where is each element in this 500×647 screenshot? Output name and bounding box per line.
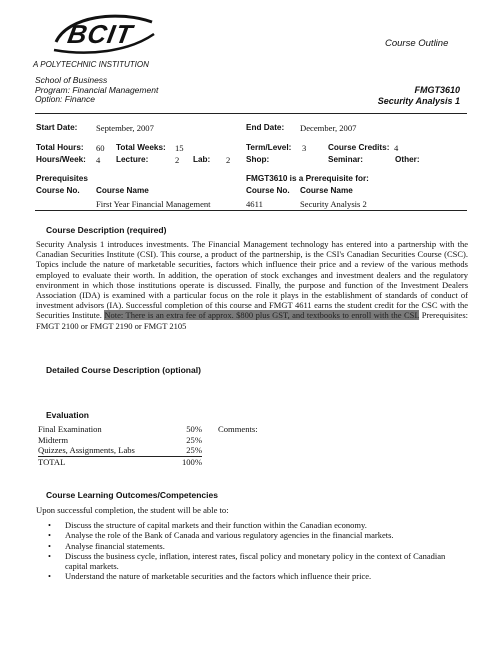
- credits-label: Course Credits:: [328, 143, 390, 152]
- prereq-course-name-header: Course Name: [96, 186, 149, 195]
- prereq-for-course-name-header: Course Name: [300, 186, 353, 195]
- start-date-value: September, 2007: [96, 123, 154, 133]
- eval-weight: 25%: [186, 434, 202, 445]
- table-row: [38, 445, 202, 456]
- term-label: Term/Level:: [246, 143, 292, 152]
- description-fee-note: Note: There is an extra fee of approx. $800 plus GST, and textbooks to enroll with the CSI.: [104, 310, 420, 321]
- other-label: Other:: [395, 155, 420, 164]
- list-item: [40, 551, 460, 572]
- eval-weight: 25%: [156, 445, 202, 456]
- shop-label: Shop:: [246, 155, 270, 164]
- outcomes-heading: Course Learning Outcomes/Competencies: [46, 490, 218, 500]
- course-title: Security Analysis 1: [377, 95, 460, 106]
- lab-value: 2: [226, 155, 231, 165]
- prereq-for-course-no-header: Course No.: [246, 186, 290, 195]
- program-info: [35, 76, 158, 105]
- bcit-logo: [48, 12, 158, 56]
- hours-week-value: 4: [96, 155, 101, 165]
- credits-value: 4: [394, 143, 399, 153]
- outcome-text: Discuss the business cycle, inflation, interest rates, fiscal policy and monetary policy in the context of Canadian capital markets.: [65, 550, 446, 572]
- evaluation-heading: Evaluation: [46, 410, 89, 420]
- outcome-text: Analyse the role of the Bank of Canada and various regulatory agencies in the financial markets.: [65, 530, 394, 541]
- lecture-label: Lecture:: [116, 155, 149, 164]
- divider: [35, 113, 467, 114]
- seminar-label: Seminar:: [328, 155, 364, 164]
- total-weeks-label: Total Weeks:: [116, 143, 166, 152]
- total-weeks-value: 15: [175, 143, 184, 153]
- course-outline-title: Course Outline: [385, 38, 449, 49]
- lab-label: Lab:: [193, 155, 211, 164]
- eval-weight: 50%: [186, 424, 202, 434]
- prereq-for-course-no: 4611: [246, 199, 263, 209]
- school-name: School of Business: [35, 75, 108, 85]
- outcomes-list: [40, 520, 460, 582]
- prereq-for-heading: FMGT3610 is a Prerequisite for:: [246, 174, 369, 183]
- start-date-label: Start Date:: [36, 123, 78, 132]
- list-item: [40, 520, 460, 530]
- bullet-icon: •: [48, 540, 51, 551]
- course-description-heading: Course Description (required): [46, 225, 167, 235]
- list-item: [40, 571, 460, 581]
- outcome-text: Analyse financial statements.: [65, 540, 165, 551]
- eval-item: TOTAL: [38, 456, 66, 467]
- description-main-text: Security Analysis 1 introduces investments. The Financial Management technology has entered into a partnership with the Canadian Securities Institute (CSI). This course, a product of the partnership, is the CSI's Canadian Securities Course (CSC). Topics include the nature of marketable securities, factors which influence their price and a review of the various methods employed to evaluate their worth. In addition, the operation of stock exchanges and investment dealers and the regulatory environment in which those institutions operate is discussed. Finally, the purpose and function of the Investment Dealers Association (IDA) is examined with a particular focus on the role it plays in the establishment of standards of conduct of investment advisors (IA). Successful completion of this course and FMGT 4611 earns the student credit for the CSC with the Securities Institute.: [36, 239, 468, 321]
- logo-text: BCIT: [65, 19, 136, 49]
- prereq-course-name: First Year Financial Management: [96, 199, 211, 209]
- course-description-body: [36, 239, 468, 331]
- description-prerequisites: Prerequisites: FMGT 2100 or FMGT 2190 or FMGT 2105: [36, 310, 468, 331]
- eval-weight: 100%: [181, 456, 202, 467]
- list-item: [40, 530, 460, 540]
- total-hours-label: Total Hours:: [36, 143, 84, 152]
- bullet-icon: •: [48, 530, 51, 541]
- table-row: [38, 435, 202, 446]
- institution-tagline: A POLYTECHNIC INSTITUTION: [33, 60, 149, 69]
- hours-week-label: Hours/Week:: [36, 155, 86, 164]
- evaluation-table: [38, 424, 202, 467]
- eval-item: Midterm: [38, 434, 69, 445]
- course-code: FMGT3610: [414, 85, 460, 95]
- outcome-text: Understand the nature of marketable securities and the factors which influence their price.: [65, 571, 372, 582]
- eval-item: Quizzes, Assignments, Labs: [38, 445, 156, 456]
- lecture-value: 2: [175, 155, 180, 165]
- table-row: [38, 424, 202, 435]
- course-identifier: [378, 85, 460, 106]
- prerequisites-heading: Prerequisites: [36, 174, 88, 183]
- end-date-value: December, 2007: [300, 123, 357, 133]
- program-name: Program: Financial Management: [35, 84, 159, 95]
- bullet-icon: •: [48, 520, 51, 530]
- total-hours-value: 60: [96, 143, 105, 153]
- outcomes-intro: Upon successful completion, the student will be able to:: [36, 505, 229, 515]
- term-value: 3: [302, 143, 307, 153]
- prereq-for-course-name: Security Analysis 2: [300, 199, 367, 209]
- end-date-label: End Date:: [246, 123, 285, 132]
- eval-item: Final Examination: [38, 424, 102, 434]
- evaluation-comments-label: Comments:: [218, 424, 258, 434]
- outcome-text: Discuss the structure of capital markets and their function within the Canadian economy.: [65, 520, 367, 530]
- list-item: [40, 541, 460, 551]
- prereq-course-no-header: Course No.: [36, 186, 80, 195]
- bullet-icon: •: [48, 571, 51, 582]
- divider: [35, 210, 467, 211]
- option-name: Option: Finance: [35, 94, 96, 104]
- detailed-description-heading: Detailed Course Description (optional): [46, 365, 201, 375]
- table-row: [38, 456, 202, 467]
- bullet-icon: •: [48, 550, 51, 561]
